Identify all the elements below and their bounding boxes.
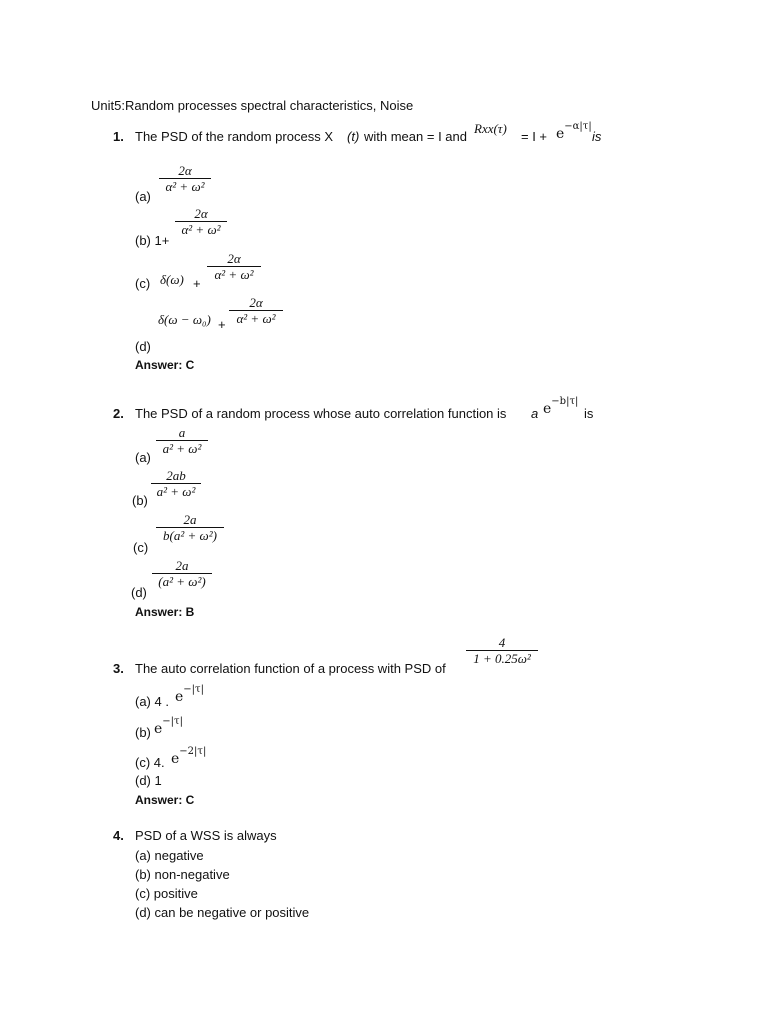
q1-rxx: Rxx(τ) [474, 121, 507, 136]
q1-b-denominator: α² + ω² [181, 222, 221, 237]
q1-t: (t) [347, 129, 360, 144]
q3-c-exponential [171, 746, 206, 767]
q2-option-c-label: (c) [133, 540, 149, 555]
q1-option-d-label: (d) [135, 339, 151, 354]
q1-number: 1. [113, 129, 124, 144]
q2-d-numerator: 2a [175, 558, 189, 573]
q1-equals: = I + [521, 129, 548, 144]
page-title: Unit5:Random processes spectral characteristics, Noise [91, 98, 414, 113]
q3-option-a-label: (a) 4 . [135, 694, 169, 709]
q1-b-numerator: 2α [194, 206, 208, 221]
q2-e: e [543, 401, 552, 417]
q1-b-fraction [175, 207, 227, 237]
q1-c-delta: δ(ω) [160, 272, 184, 287]
q4-option-b: (b) non-negative [135, 867, 230, 882]
q1-a-fraction [159, 164, 211, 194]
q1-a-numerator: 2α [178, 163, 192, 178]
q2-answer: Answer: B [135, 605, 195, 619]
q4-number: 4. [113, 828, 124, 843]
q3-b-exponent: −|τ| [162, 716, 183, 727]
q2-exponential [543, 396, 578, 417]
q1-c-plus: + [193, 276, 201, 291]
q3-psd-denominator: 1 + 0.25ω² [473, 651, 531, 666]
q1-a-denominator: α² + ω² [165, 179, 205, 194]
q2-a-denominator: a² + ω² [162, 441, 202, 456]
q2-stem: The PSD of a random process whose auto correlation function is [135, 406, 507, 421]
q1-exponent: −α|τ| [564, 121, 592, 132]
q2-is: is [584, 406, 594, 421]
q3-psd-numerator: 4 [498, 635, 506, 650]
q2-a-fraction [156, 426, 208, 456]
q3-a-e: e [175, 689, 184, 705]
q2-c-denominator: b(a² + ω²) [163, 528, 217, 543]
q2-d-denominator: (a² + ω²) [158, 574, 206, 589]
q2-b-numerator: 2ab [166, 468, 186, 483]
q2-c-numerator: 2a [183, 512, 197, 527]
q4-option-d: (d) can be negative or positive [135, 905, 310, 920]
q3-c-e: e [171, 751, 180, 767]
q1-c-fraction [207, 252, 261, 282]
q2-b-denominator: a² + ω² [156, 484, 196, 499]
q3-option-d-label: (d) 1 [135, 773, 162, 788]
q3-b-exponential [154, 716, 183, 737]
q1-c-denominator: α² + ω² [214, 267, 254, 282]
q1-option-a-label: (a) [135, 189, 151, 204]
q2-b-fraction [151, 469, 201, 499]
q1-c-numerator: 2α [227, 251, 241, 266]
q3-option-b-label: (b) [135, 725, 151, 740]
q1-exponential [556, 121, 592, 142]
q1-option-c-label: (c) [135, 276, 151, 291]
q4-option-a: (a) negative [135, 848, 204, 863]
q3-a-exponential [175, 684, 204, 705]
q3-a-exponent: −|τ| [183, 684, 204, 695]
q3-number: 3. [113, 661, 124, 676]
q2-option-a-label: (a) [135, 450, 151, 465]
q1-stem: The PSD of the random process X [135, 129, 333, 144]
q1-d-denominator: α² + ω² [236, 311, 276, 326]
q1-d-plus: + [218, 317, 226, 332]
q1-answer: Answer: C [135, 358, 195, 372]
q1-is: is [592, 129, 602, 144]
q1-d-delta: δ(ω − ω₀) [158, 312, 211, 327]
q3-option-c-label: (c) 4. [135, 755, 165, 770]
q1-option-b-label: (b) 1+ [135, 233, 170, 248]
q3-psd-fraction [466, 636, 538, 666]
q2-c-fraction [156, 513, 224, 543]
q2-a-numerator: a [178, 425, 186, 440]
q1-d-numerator: 2α [249, 295, 263, 310]
q3-answer: Answer: C [135, 793, 195, 807]
q2-option-b-label: (b) [132, 493, 148, 508]
q4-option-c: (c) positive [135, 886, 198, 901]
q2-option-d-label: (d) [131, 585, 147, 600]
q3-stem: The auto correlation function of a process with PSD of [135, 661, 446, 676]
q1-d-fraction [229, 296, 283, 326]
q4-stem: PSD of a WSS is always [135, 828, 277, 843]
q2-a-var: a [531, 406, 539, 421]
q2-d-fraction [152, 559, 212, 589]
q3-c-exponent: −2|τ| [179, 746, 207, 757]
q3-b-e: e [154, 721, 163, 737]
q1-e: e [556, 126, 565, 142]
q2-exponent: −b|τ| [551, 396, 579, 407]
q2-number: 2. [113, 406, 124, 421]
q1-stem-mid: with mean = I and [364, 129, 467, 144]
